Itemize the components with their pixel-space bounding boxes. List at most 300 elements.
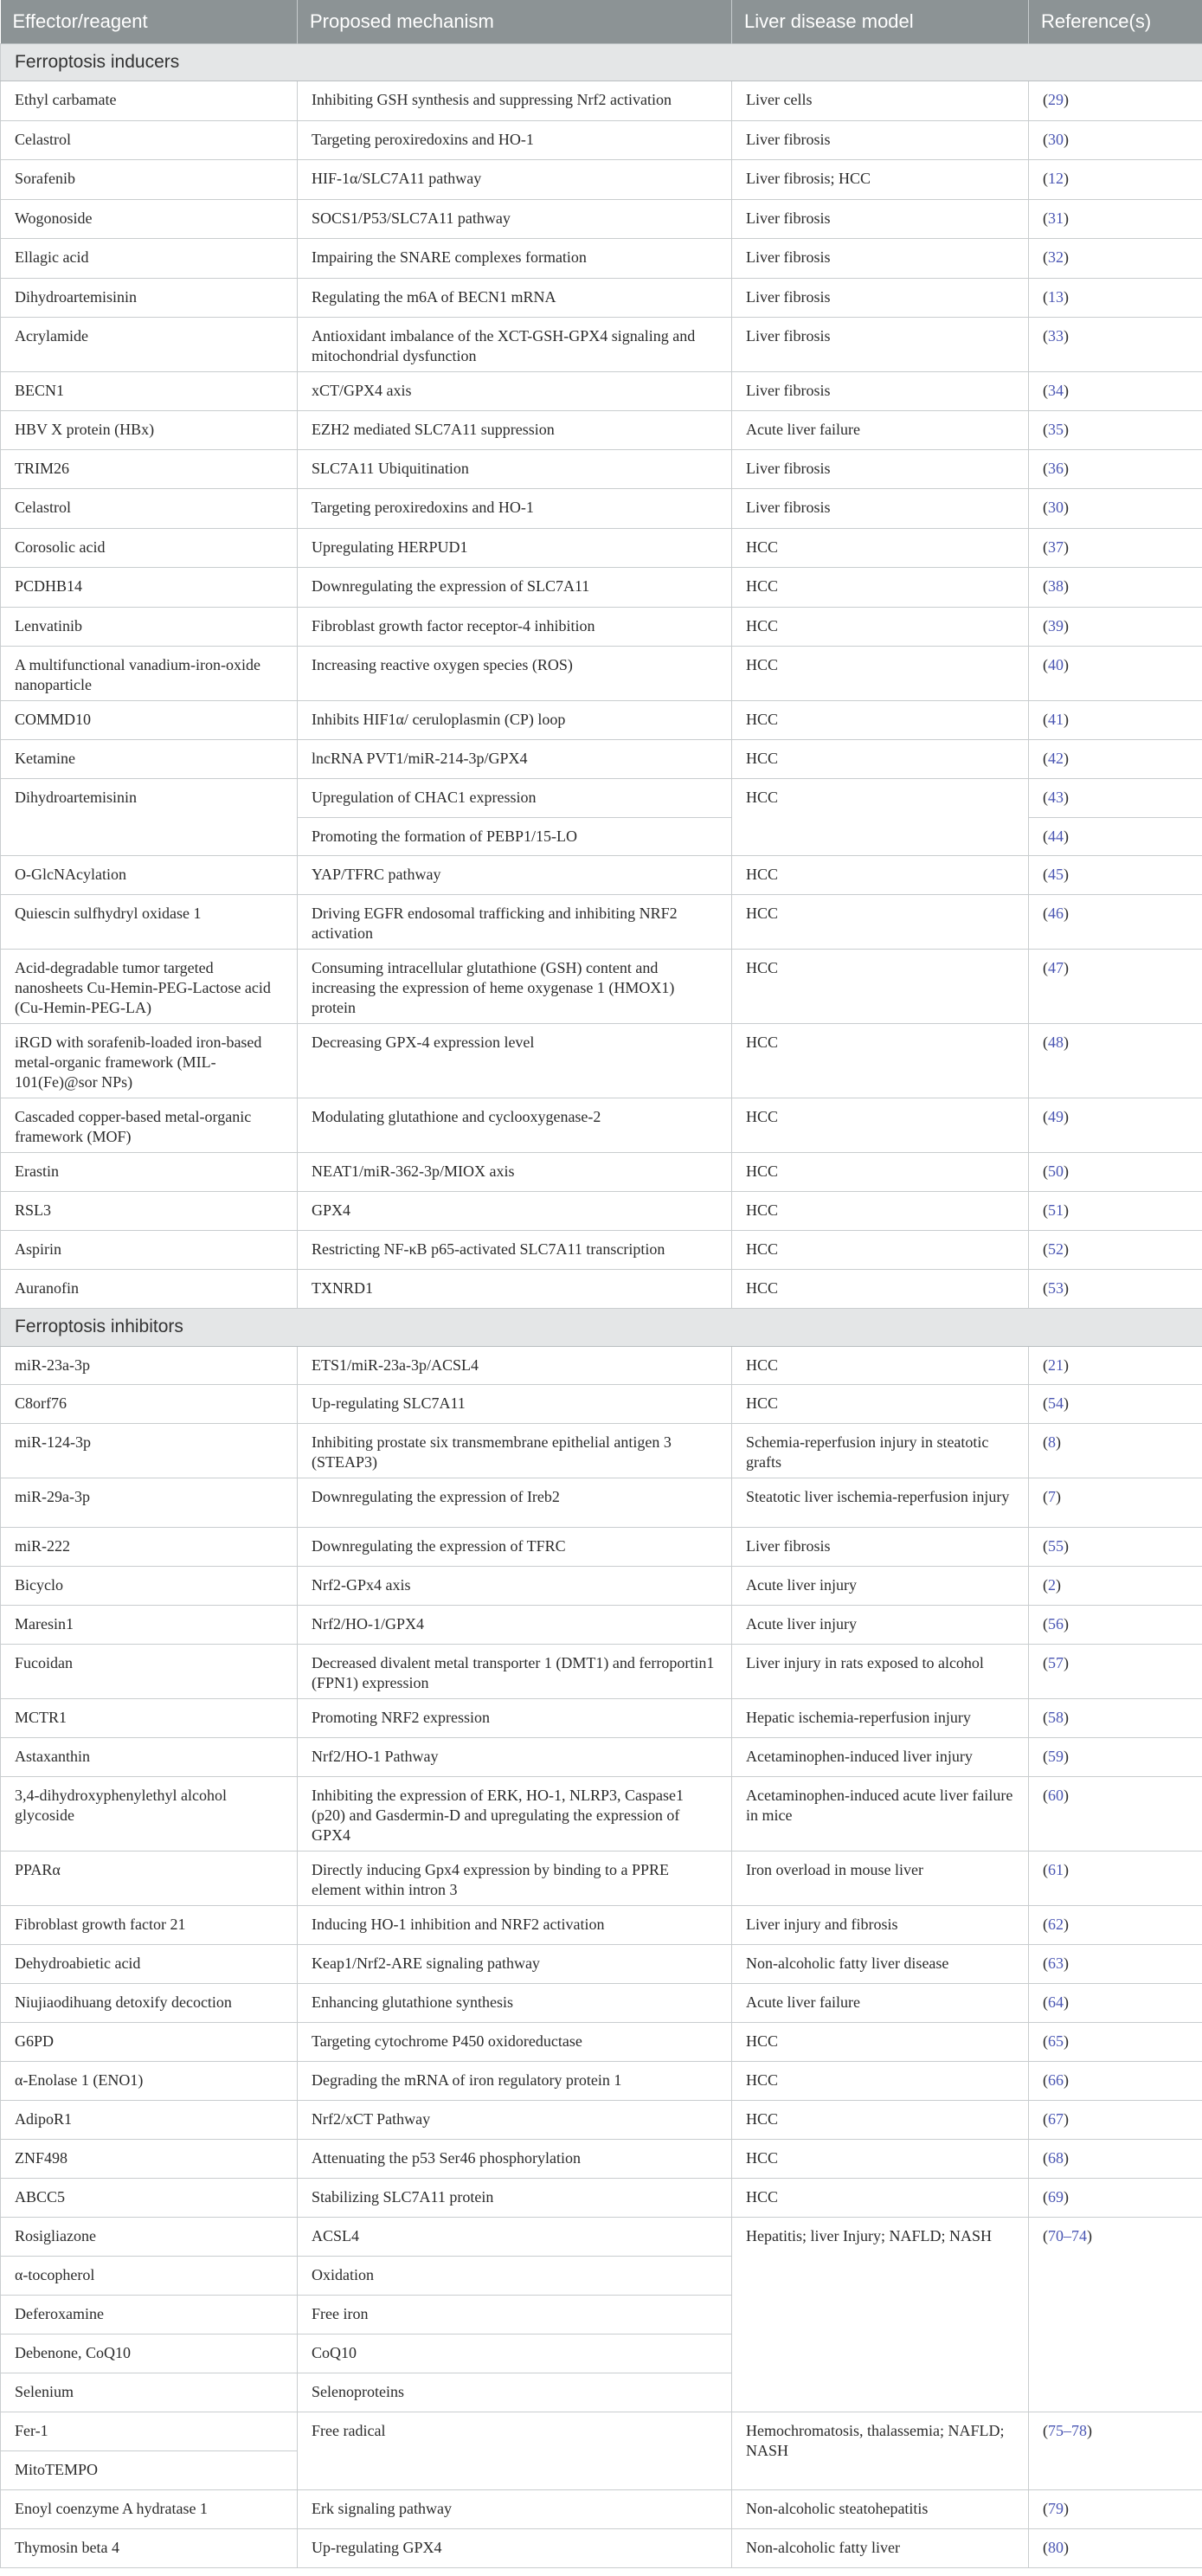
effector-cell: miR-124-3p <box>1 1424 298 1478</box>
mechanism-cell: Regulating the m6A of BECN1 mRNA <box>298 279 732 318</box>
model-cell: Acute liver failure <box>732 411 1029 450</box>
reference-link[interactable]: 68 <box>1048 2149 1064 2167</box>
reference-link[interactable]: 69 <box>1048 2188 1064 2206</box>
mechanism-cell: YAP/TFRC pathway <box>298 856 732 895</box>
reference-cell: (66) <box>1029 2062 1202 2101</box>
effector-cell: Dihydroartemisinin <box>1 779 298 856</box>
model-cell: HCC <box>732 2062 1029 2101</box>
table-row <box>1 608 1202 647</box>
reference-link[interactable]: 32 <box>1048 248 1064 266</box>
table-row <box>1 2101 1202 2140</box>
table-row <box>1 81 1202 121</box>
mechanism-cell: Up-regulating SLC7A11 <box>298 1385 732 1424</box>
reference-link[interactable]: 29 <box>1048 91 1064 108</box>
reference-link[interactable]: 64 <box>1048 1993 1064 2011</box>
reference-link[interactable]: 35 <box>1048 421 1064 438</box>
mechanism-cell: Attenuating the p53 Ser46 phosphorylation <box>298 2140 732 2179</box>
table-row <box>1 2412 1202 2451</box>
column-header-effector: Effector/reagent <box>1 0 298 44</box>
mechanism-cell: Inhibiting prostate six transmembrane epithelial antigen 3 (STEAP3) <box>298 1424 732 1478</box>
reference-link[interactable]: 58 <box>1048 1709 1064 1726</box>
model-cell: Liver injury and fibrosis <box>732 1906 1029 1945</box>
reference-cell: (29) <box>1029 81 1202 121</box>
model-cell: HCC <box>732 2140 1029 2179</box>
reference-cell: (43) <box>1029 779 1202 818</box>
mechanism-cell: Restricting NF-κB p65-activated SLC7A11 transcription <box>298 1231 732 1270</box>
mechanism-cell: Decreasing GPX-4 expression level <box>298 1024 732 1098</box>
reference-cell: (56) <box>1029 1606 1202 1645</box>
table-row <box>1 2023 1202 2062</box>
model-cell: Acute liver injury <box>732 1567 1029 1606</box>
mechanism-cell: Enhancing glutathione synthesis <box>298 1984 732 2023</box>
model-cell: HCC <box>732 529 1029 568</box>
section-row <box>1 1309 1202 1347</box>
table-row <box>1 529 1202 568</box>
table-row <box>1 1906 1202 1945</box>
reference-link[interactable]: 59 <box>1048 1748 1064 1765</box>
reference-cell: (63) <box>1029 1945 1202 1984</box>
mechanism-cell: Inhibiting the expression of ERK, HO-1, NLRP3, Caspase1 (p20) and Gasdermin-D and upregulating the expression of GPX4 <box>298 1777 732 1852</box>
reference-cell: (53) <box>1029 1270 1202 1309</box>
reference-link[interactable]: 2 <box>1048 1576 1056 1594</box>
effector-cell: Dihydroartemisinin <box>1 279 298 318</box>
effector-cell: miR-29a-3p <box>1 1478 298 1528</box>
model-cell: Liver fibrosis <box>732 200 1029 239</box>
model-cell: Acetaminophen-induced liver injury <box>732 1738 1029 1777</box>
mechanism-cell: Selenoproteins <box>298 2373 732 2412</box>
model-cell: HCC <box>732 779 1029 856</box>
reference-cell: (42) <box>1029 740 1202 779</box>
mechanism-cell: Nrf2/xCT Pathway <box>298 2101 732 2140</box>
reference-cell: (75–78) <box>1029 2412 1202 2490</box>
reference-link[interactable]: 56 <box>1048 1615 1064 1633</box>
reference-link[interactable]: 66 <box>1048 2071 1064 2089</box>
effector-cell: Fibroblast growth factor 21 <box>1 1906 298 1945</box>
model-cell: HCC <box>732 1153 1029 1192</box>
model-cell: Non-alcoholic fatty liver <box>732 2529 1029 2568</box>
table-row <box>1 1478 1202 1528</box>
reference-link[interactable]: 42 <box>1048 750 1064 767</box>
model-cell: HCC <box>732 2023 1029 2062</box>
reference-cell: (48) <box>1029 1024 1202 1098</box>
effector-cell: RSL3 <box>1 1192 298 1231</box>
effector-cell: TRIM26 <box>1 450 298 489</box>
reference-link[interactable]: 63 <box>1048 1955 1064 1972</box>
model-cell: Hepatic ischemia-reperfusion injury <box>732 1699 1029 1738</box>
reference-link[interactable]: 37 <box>1048 538 1064 556</box>
reference-cell: (36) <box>1029 450 1202 489</box>
effector-cell: Ellagic acid <box>1 239 298 279</box>
mechanism-cell: Increasing reactive oxygen species (ROS) <box>298 647 732 701</box>
model-cell: Liver fibrosis <box>732 279 1029 318</box>
effector-cell: Wogonoside <box>1 200 298 239</box>
effector-cell: MitoTEMPO <box>1 2451 298 2490</box>
table-row <box>1 160 1202 200</box>
reference-cell: (49) <box>1029 1098 1202 1153</box>
mechanism-cell: ETS1/miR-23a-3p/ACSL4 <box>298 1347 732 1385</box>
reference-link[interactable]: 7 <box>1048 1488 1056 1505</box>
mechanism-cell: CoQ10 <box>298 2334 732 2373</box>
reference-link[interactable]: 13 <box>1048 288 1064 306</box>
effector-cell: Quiescin sulfhydryl oxidase 1 <box>1 895 298 950</box>
header-row <box>1 0 1202 44</box>
table-row <box>1 450 1202 489</box>
effector-cell: Lenvatinib <box>1 608 298 647</box>
effector-cell: ABCC5 <box>1 2179 298 2218</box>
reference-cell: (68) <box>1029 2140 1202 2179</box>
reference-link[interactable]: 39 <box>1048 617 1064 634</box>
effector-cell: Corosolic acid <box>1 529 298 568</box>
model-cell: HCC <box>732 1270 1029 1309</box>
reference-link[interactable]: 21 <box>1048 1356 1064 1374</box>
mechanism-cell: Up-regulating GPX4 <box>298 2529 732 2568</box>
reference-cell: (47) <box>1029 950 1202 1024</box>
reference-cell: (55) <box>1029 1528 1202 1567</box>
effector-cell: Sorafenib <box>1 160 298 200</box>
mechanism-cell: Nrf2-GPx4 axis <box>298 1567 732 1606</box>
model-cell: Hemochromatosis, thalassemia; NAFLD; NASH <box>732 2412 1029 2490</box>
mechanism-cell: Targeting peroxiredoxins and HO-1 <box>298 489 732 529</box>
reference-link[interactable]: 49 <box>1048 1108 1064 1125</box>
reference-cell: (70–74) <box>1029 2218 1202 2412</box>
effector-cell: Deferoxamine <box>1 2296 298 2334</box>
mechanism-cell: EZH2 mediated SLC7A11 suppression <box>298 411 732 450</box>
model-cell: HCC <box>732 568 1029 608</box>
effector-cell: Debenone, CoQ10 <box>1 2334 298 2373</box>
effector-cell: MCTR1 <box>1 1699 298 1738</box>
effector-cell: Rosigliazone <box>1 2218 298 2257</box>
mechanism-cell: Modulating glutathione and cyclooxygenase-2 <box>298 1098 732 1153</box>
effector-cell: Selenium <box>1 2373 298 2412</box>
table-row <box>1 318 1202 372</box>
reference-cell: (50) <box>1029 1153 1202 1192</box>
reference-cell: (79) <box>1029 2490 1202 2529</box>
table-row <box>1 1984 1202 2023</box>
effector-cell: O-GlcNAcylation <box>1 856 298 895</box>
model-cell: Acute liver failure <box>732 1984 1029 2023</box>
table-row <box>1 647 1202 701</box>
reference-link[interactable]: 50 <box>1048 1162 1064 1180</box>
mechanism-cell: Downregulating the expression of Ireb2 <box>298 1478 732 1528</box>
table-row <box>1 856 1202 895</box>
effector-cell: HBV X protein (HBx) <box>1 411 298 450</box>
table-row <box>1 740 1202 779</box>
reference-link[interactable]: 12 <box>1048 170 1064 187</box>
effector-cell: Cascaded copper-based metal-organic framework (MOF) <box>1 1098 298 1153</box>
mechanism-cell: NEAT1/miR-362-3p/MIOX axis <box>298 1153 732 1192</box>
reference-cell: (62) <box>1029 1906 1202 1945</box>
effector-cell: Acrylamide <box>1 318 298 372</box>
reference-link[interactable]: 79 <box>1048 2500 1064 2517</box>
effector-cell: Fer-1 <box>1 2412 298 2451</box>
table-row <box>1 2529 1202 2568</box>
model-cell: HCC <box>732 608 1029 647</box>
reference-cell: (67) <box>1029 2101 1202 2140</box>
effector-cell: Bicyclo <box>1 1567 298 1606</box>
model-cell: Iron overload in mouse liver <box>732 1852 1029 1906</box>
table-row <box>1 701 1202 740</box>
section-title: Ferroptosis inducers <box>1 44 1202 81</box>
reference-link[interactable]: 65 <box>1048 2032 1064 2050</box>
reference-cell: (39) <box>1029 608 1202 647</box>
reference-link[interactable]: 38 <box>1048 577 1064 595</box>
effector-cell: miR-222 <box>1 1528 298 1567</box>
reference-link[interactable]: 36 <box>1048 460 1064 477</box>
model-cell: Liver injury in rats exposed to alcohol <box>732 1645 1029 1699</box>
mechanism-cell: Keap1/Nrf2-ARE signaling pathway <box>298 1945 732 1984</box>
mechanism-cell: Oxidation <box>298 2257 732 2296</box>
model-cell: HCC <box>732 701 1029 740</box>
reference-link[interactable]: 53 <box>1048 1279 1064 1297</box>
table-row <box>1 2490 1202 2529</box>
model-cell: Liver fibrosis <box>732 489 1029 529</box>
reference-cell: (12) <box>1029 160 1202 200</box>
reference-link[interactable]: 31 <box>1048 209 1064 227</box>
effector-cell: ZNF498 <box>1 2140 298 2179</box>
model-cell: Schemia-reperfusion injury in steatotic grafts <box>732 1424 1029 1478</box>
mechanism-cell: Free radical <box>298 2412 732 2490</box>
model-cell: Non-alcoholic fatty liver disease <box>732 1945 1029 1984</box>
model-cell: Acetaminophen-induced acute liver failure in mice <box>732 1777 1029 1852</box>
table-row <box>1 1385 1202 1424</box>
reference-cell: (61) <box>1029 1852 1202 1906</box>
effector-cell: A multifunctional vanadium-iron-oxide nanoparticle <box>1 647 298 701</box>
reference-cell: (57) <box>1029 1645 1202 1699</box>
mechanism-cell: Antioxidant imbalance of the XCT-GSH-GPX4 signaling and mitochondrial dysfunction <box>298 318 732 372</box>
column-header-mechanism: Proposed mechanism <box>298 0 732 44</box>
table-row <box>1 1347 1202 1385</box>
model-cell: Liver fibrosis <box>732 121 1029 160</box>
table-row <box>1 239 1202 279</box>
model-cell: HCC <box>732 2179 1029 2218</box>
reference-link[interactable]: 44 <box>1048 828 1064 845</box>
reference-link[interactable]: 54 <box>1048 1394 1064 1412</box>
model-cell: Non-alcoholic steatohepatitis <box>732 2490 1029 2529</box>
table-row <box>1 779 1202 818</box>
effector-cell: AdipoR1 <box>1 2101 298 2140</box>
table-row <box>1 411 1202 450</box>
table-row <box>1 1738 1202 1777</box>
effector-cell: α-tocopherol <box>1 2257 298 2296</box>
model-cell: Liver fibrosis <box>732 450 1029 489</box>
table-row <box>1 1192 1202 1231</box>
reference-cell: (54) <box>1029 1385 1202 1424</box>
reference-cell: (34) <box>1029 372 1202 411</box>
column-header-model: Liver disease model <box>732 0 1029 44</box>
reference-link[interactable]: 30 <box>1048 499 1064 516</box>
model-cell: Liver fibrosis <box>732 318 1029 372</box>
reference-link[interactable]: 67 <box>1048 2110 1064 2128</box>
mechanism-cell: HIF-1α/SLC7A11 pathway <box>298 160 732 200</box>
effector-cell: Dehydroabietic acid <box>1 1945 298 1984</box>
mechanism-cell: Decreased divalent metal transporter 1 (DMT1) and ferroportin1 (FPN1) expression <box>298 1645 732 1699</box>
effector-cell: BECN1 <box>1 372 298 411</box>
reference-link[interactable]: 30 <box>1048 131 1064 148</box>
reference-link[interactable]: 40 <box>1048 656 1064 673</box>
mechanism-cell: Upregulation of CHAC1 expression <box>298 779 732 818</box>
effector-cell: 3,4-dihydroxyphenylethyl alcohol glycoside <box>1 1777 298 1852</box>
mechanism-cell: SLC7A11 Ubiquitination <box>298 450 732 489</box>
mechanism-cell: Impairing the SNARE complexes formation <box>298 239 732 279</box>
reference-link[interactable]: 57 <box>1048 1654 1064 1671</box>
model-cell: Acute liver injury <box>732 1606 1029 1645</box>
mechanism-cell: Inhibiting GSH synthesis and suppressing Nrf2 activation <box>298 81 732 121</box>
reference-link[interactable]: 8 <box>1048 1433 1056 1451</box>
effector-cell: PCDHB14 <box>1 568 298 608</box>
mechanism-cell: Degrading the mRNA of iron regulatory protein 1 <box>298 2062 732 2101</box>
table-row <box>1 1270 1202 1309</box>
reference-cell: (30) <box>1029 489 1202 529</box>
effector-cell: Niujiaodihuang detoxify decoction <box>1 1984 298 2023</box>
table-row <box>1 1606 1202 1645</box>
reference-cell: (30) <box>1029 121 1202 160</box>
model-cell: Liver cells <box>732 81 1029 121</box>
table-row <box>1 2179 1202 2218</box>
reference-link[interactable]: 52 <box>1048 1240 1064 1258</box>
reference-cell: (64) <box>1029 1984 1202 2023</box>
mechanism-cell: GPX4 <box>298 1192 732 1231</box>
column-header-references: Reference(s) <box>1029 0 1202 44</box>
table-row <box>1 1567 1202 1606</box>
table-row <box>1 200 1202 239</box>
reference-cell: (8) <box>1029 1424 1202 1478</box>
effector-cell: Celastrol <box>1 489 298 529</box>
model-cell: HCC <box>732 895 1029 950</box>
reference-link[interactable]: 45 <box>1048 866 1064 883</box>
reference-cell: (40) <box>1029 647 1202 701</box>
mechanism-cell: Consuming intracellular glutathione (GSH) content and increasing the expression of heme oxygenase 1 (HMOX1) protein <box>298 950 732 1024</box>
effector-cell: Aspirin <box>1 1231 298 1270</box>
reference-link[interactable]: 34 <box>1048 382 1064 399</box>
model-cell: HCC <box>732 1385 1029 1424</box>
mechanism-cell: Directly inducing Gpx4 expression by binding to a PPRE element within intron 3 <box>298 1852 732 1906</box>
effector-cell: Ketamine <box>1 740 298 779</box>
reference-link[interactable]: 70–74 <box>1048 2227 1087 2244</box>
reference-cell: (41) <box>1029 701 1202 740</box>
reference-cell: (13) <box>1029 279 1202 318</box>
mechanism-cell: Promoting NRF2 expression <box>298 1699 732 1738</box>
reference-cell: (35) <box>1029 411 1202 450</box>
reference-cell: (33) <box>1029 318 1202 372</box>
effector-cell: G6PD <box>1 2023 298 2062</box>
mechanism-cell: Free iron <box>298 2296 732 2334</box>
table-row <box>1 489 1202 529</box>
reference-cell: (46) <box>1029 895 1202 950</box>
effector-cell: Maresin1 <box>1 1606 298 1645</box>
reference-cell: (37) <box>1029 529 1202 568</box>
reference-link[interactable]: 47 <box>1048 959 1064 976</box>
reference-cell: (7) <box>1029 1478 1202 1528</box>
mechanism-cell: Targeting cytochrome P450 oxidoreductase <box>298 2023 732 2062</box>
reference-link[interactable]: 43 <box>1048 789 1064 806</box>
table-row <box>1 2140 1202 2179</box>
reference-cell: (2) <box>1029 1567 1202 1606</box>
model-cell: Steatotic liver ischemia-reperfusion injury <box>732 1478 1029 1528</box>
model-cell: Liver fibrosis <box>732 239 1029 279</box>
reference-link[interactable]: 48 <box>1048 1034 1064 1051</box>
effector-cell: C8orf76 <box>1 1385 298 1424</box>
effector-cell: Astaxanthin <box>1 1738 298 1777</box>
reference-link[interactable]: 75–78 <box>1048 2422 1087 2439</box>
reference-cell: (32) <box>1029 239 1202 279</box>
table-row <box>1 1024 1202 1098</box>
reference-link[interactable]: 51 <box>1048 1201 1064 1219</box>
reference-link[interactable]: 80 <box>1048 2539 1064 2556</box>
model-cell: HCC <box>732 740 1029 779</box>
reference-cell: (69) <box>1029 2179 1202 2218</box>
effector-cell: COMMD10 <box>1 701 298 740</box>
mechanism-cell: SOCS1/P53/SLC7A11 pathway <box>298 200 732 239</box>
reference-cell: (52) <box>1029 1231 1202 1270</box>
reference-link[interactable]: 46 <box>1048 905 1064 922</box>
section-row <box>1 44 1202 81</box>
reference-link[interactable]: 62 <box>1048 1916 1064 1933</box>
mechanism-cell: Inducing HO-1 inhibition and NRF2 activation <box>298 1906 732 1945</box>
model-cell: HCC <box>732 1192 1029 1231</box>
effector-cell: Thymosin beta 4 <box>1 2529 298 2568</box>
effector-cell: Erastin <box>1 1153 298 1192</box>
model-cell: HCC <box>732 950 1029 1024</box>
reference-cell: (59) <box>1029 1738 1202 1777</box>
reference-cell: (51) <box>1029 1192 1202 1231</box>
mechanism-cell: Downregulating the expression of TFRC <box>298 1528 732 1567</box>
mechanism-cell: Stabilizing SLC7A11 protein <box>298 2179 732 2218</box>
model-cell: Liver fibrosis <box>732 1528 1029 1567</box>
reference-cell: (31) <box>1029 200 1202 239</box>
mechanism-cell: Driving EGFR endosomal trafficking and inhibiting NRF2 activation <box>298 895 732 950</box>
reference-link[interactable]: 41 <box>1048 711 1064 728</box>
model-cell: HCC <box>732 2101 1029 2140</box>
table-row <box>1 950 1202 1024</box>
reference-cell: (21) <box>1029 1347 1202 1385</box>
mechanism-cell: Inhibits HIF1α/ ceruloplasmin (CP) loop <box>298 701 732 740</box>
reference-cell: (80) <box>1029 2529 1202 2568</box>
effector-cell: PPARα <box>1 1852 298 1906</box>
reference-link[interactable]: 55 <box>1048 1537 1064 1555</box>
table-row <box>1 1231 1202 1270</box>
table-row <box>1 1645 1202 1699</box>
table-row <box>1 279 1202 318</box>
mechanism-cell: xCT/GPX4 axis <box>298 372 732 411</box>
effector-cell: Fucoidan <box>1 1645 298 1699</box>
table-row <box>1 1424 1202 1478</box>
model-cell: HCC <box>732 1098 1029 1153</box>
table-row <box>1 2062 1202 2101</box>
mechanism-cell: Erk signaling pathway <box>298 2490 732 2529</box>
table-row <box>1 568 1202 608</box>
mechanism-cell: Nrf2/HO-1/GPX4 <box>298 1606 732 1645</box>
reference-link[interactable]: 61 <box>1048 1861 1064 1878</box>
reference-link[interactable]: 33 <box>1048 327 1064 345</box>
reference-cell: (65) <box>1029 2023 1202 2062</box>
effector-cell: miR-23a-3p <box>1 1347 298 1385</box>
effector-cell: Enoyl coenzyme A hydratase 1 <box>1 2490 298 2529</box>
mechanism-cell: Fibroblast growth factor receptor-4 inhibition <box>298 608 732 647</box>
table-row <box>1 895 1202 950</box>
table-row <box>1 2218 1202 2257</box>
model-cell: Liver fibrosis <box>732 372 1029 411</box>
mechanism-cell: Targeting peroxiredoxins and HO-1 <box>298 121 732 160</box>
reference-cell: (38) <box>1029 568 1202 608</box>
mechanism-cell: Nrf2/HO-1 Pathway <box>298 1738 732 1777</box>
reference-cell: (44) <box>1029 818 1202 856</box>
effector-cell: Auranofin <box>1 1270 298 1309</box>
table-row <box>1 1153 1202 1192</box>
section-title: Ferroptosis inhibitors <box>1 1309 1202 1347</box>
table-row <box>1 1777 1202 1852</box>
reference-link[interactable]: 60 <box>1048 1787 1064 1804</box>
mechanism-cell: Downregulating the expression of SLC7A11 <box>298 568 732 608</box>
